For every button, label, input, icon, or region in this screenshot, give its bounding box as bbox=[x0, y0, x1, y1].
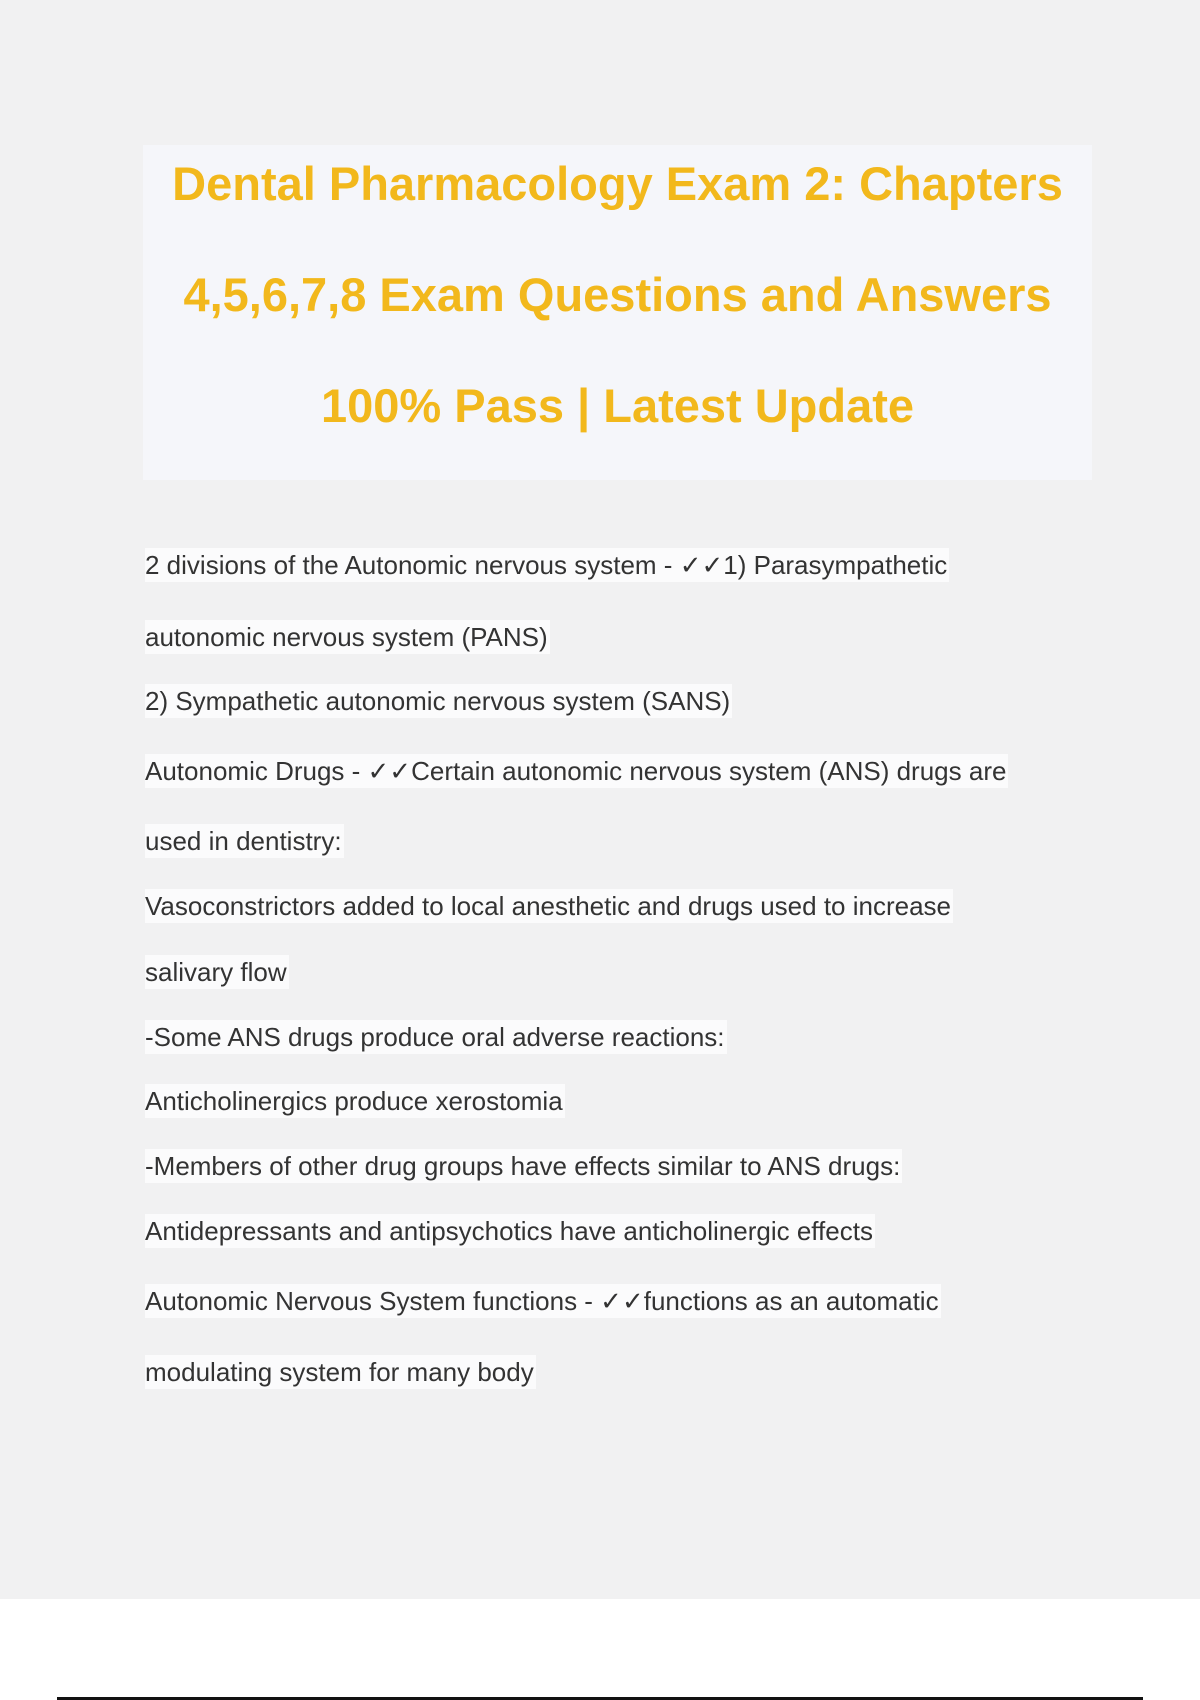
qa-answer-2-line: -Members of other drug groups have effects similar to ANS drugs: bbox=[145, 1151, 901, 1181]
qa-question-1-line: 2 divisions of the Autonomic nervous system - ✓✓1) Parasympathetic bbox=[145, 550, 948, 580]
qa-answer-2-line: used in dentistry: bbox=[145, 826, 342, 856]
qa-answer-1-line: autonomic nervous system (PANS) bbox=[145, 622, 548, 652]
qa-answer-2-line: Antidepressants and antipsychotics have anticholinergic effects bbox=[145, 1216, 873, 1246]
qa-answer-3-line: modulating system for many body bbox=[145, 1357, 534, 1387]
qa-answer-2-line: Anticholinergics produce xerostomia bbox=[145, 1086, 563, 1116]
qa-answer-2-line: salivary flow bbox=[145, 957, 287, 987]
title-line-2: 4,5,6,7,8 Exam Questions and Answers bbox=[183, 268, 1052, 321]
qa-answer-1-line: 2) Sympathetic autonomic nervous system (SANS) bbox=[145, 686, 731, 716]
title-line-3: 100% Pass | Latest Update bbox=[320, 379, 915, 432]
qa-answer-2-line: -Some ANS drugs produce oral adverse reactions: bbox=[145, 1022, 725, 1052]
qa-question-2-line: Autonomic Drugs - ✓✓Certain autonomic nervous system (ANS) drugs are bbox=[145, 756, 1007, 786]
title-block bbox=[143, 145, 1092, 480]
qa-question-3-line: Autonomic Nervous System functions - ✓✓functions as an automatic bbox=[145, 1286, 939, 1316]
qa-answer-2-line: Vasoconstrictors added to local anesthetic and drugs used to increase bbox=[145, 891, 951, 921]
title-line-1: Dental Pharmacology Exam 2: Chapters bbox=[172, 157, 1063, 210]
next-page-area bbox=[0, 1599, 1200, 1700]
